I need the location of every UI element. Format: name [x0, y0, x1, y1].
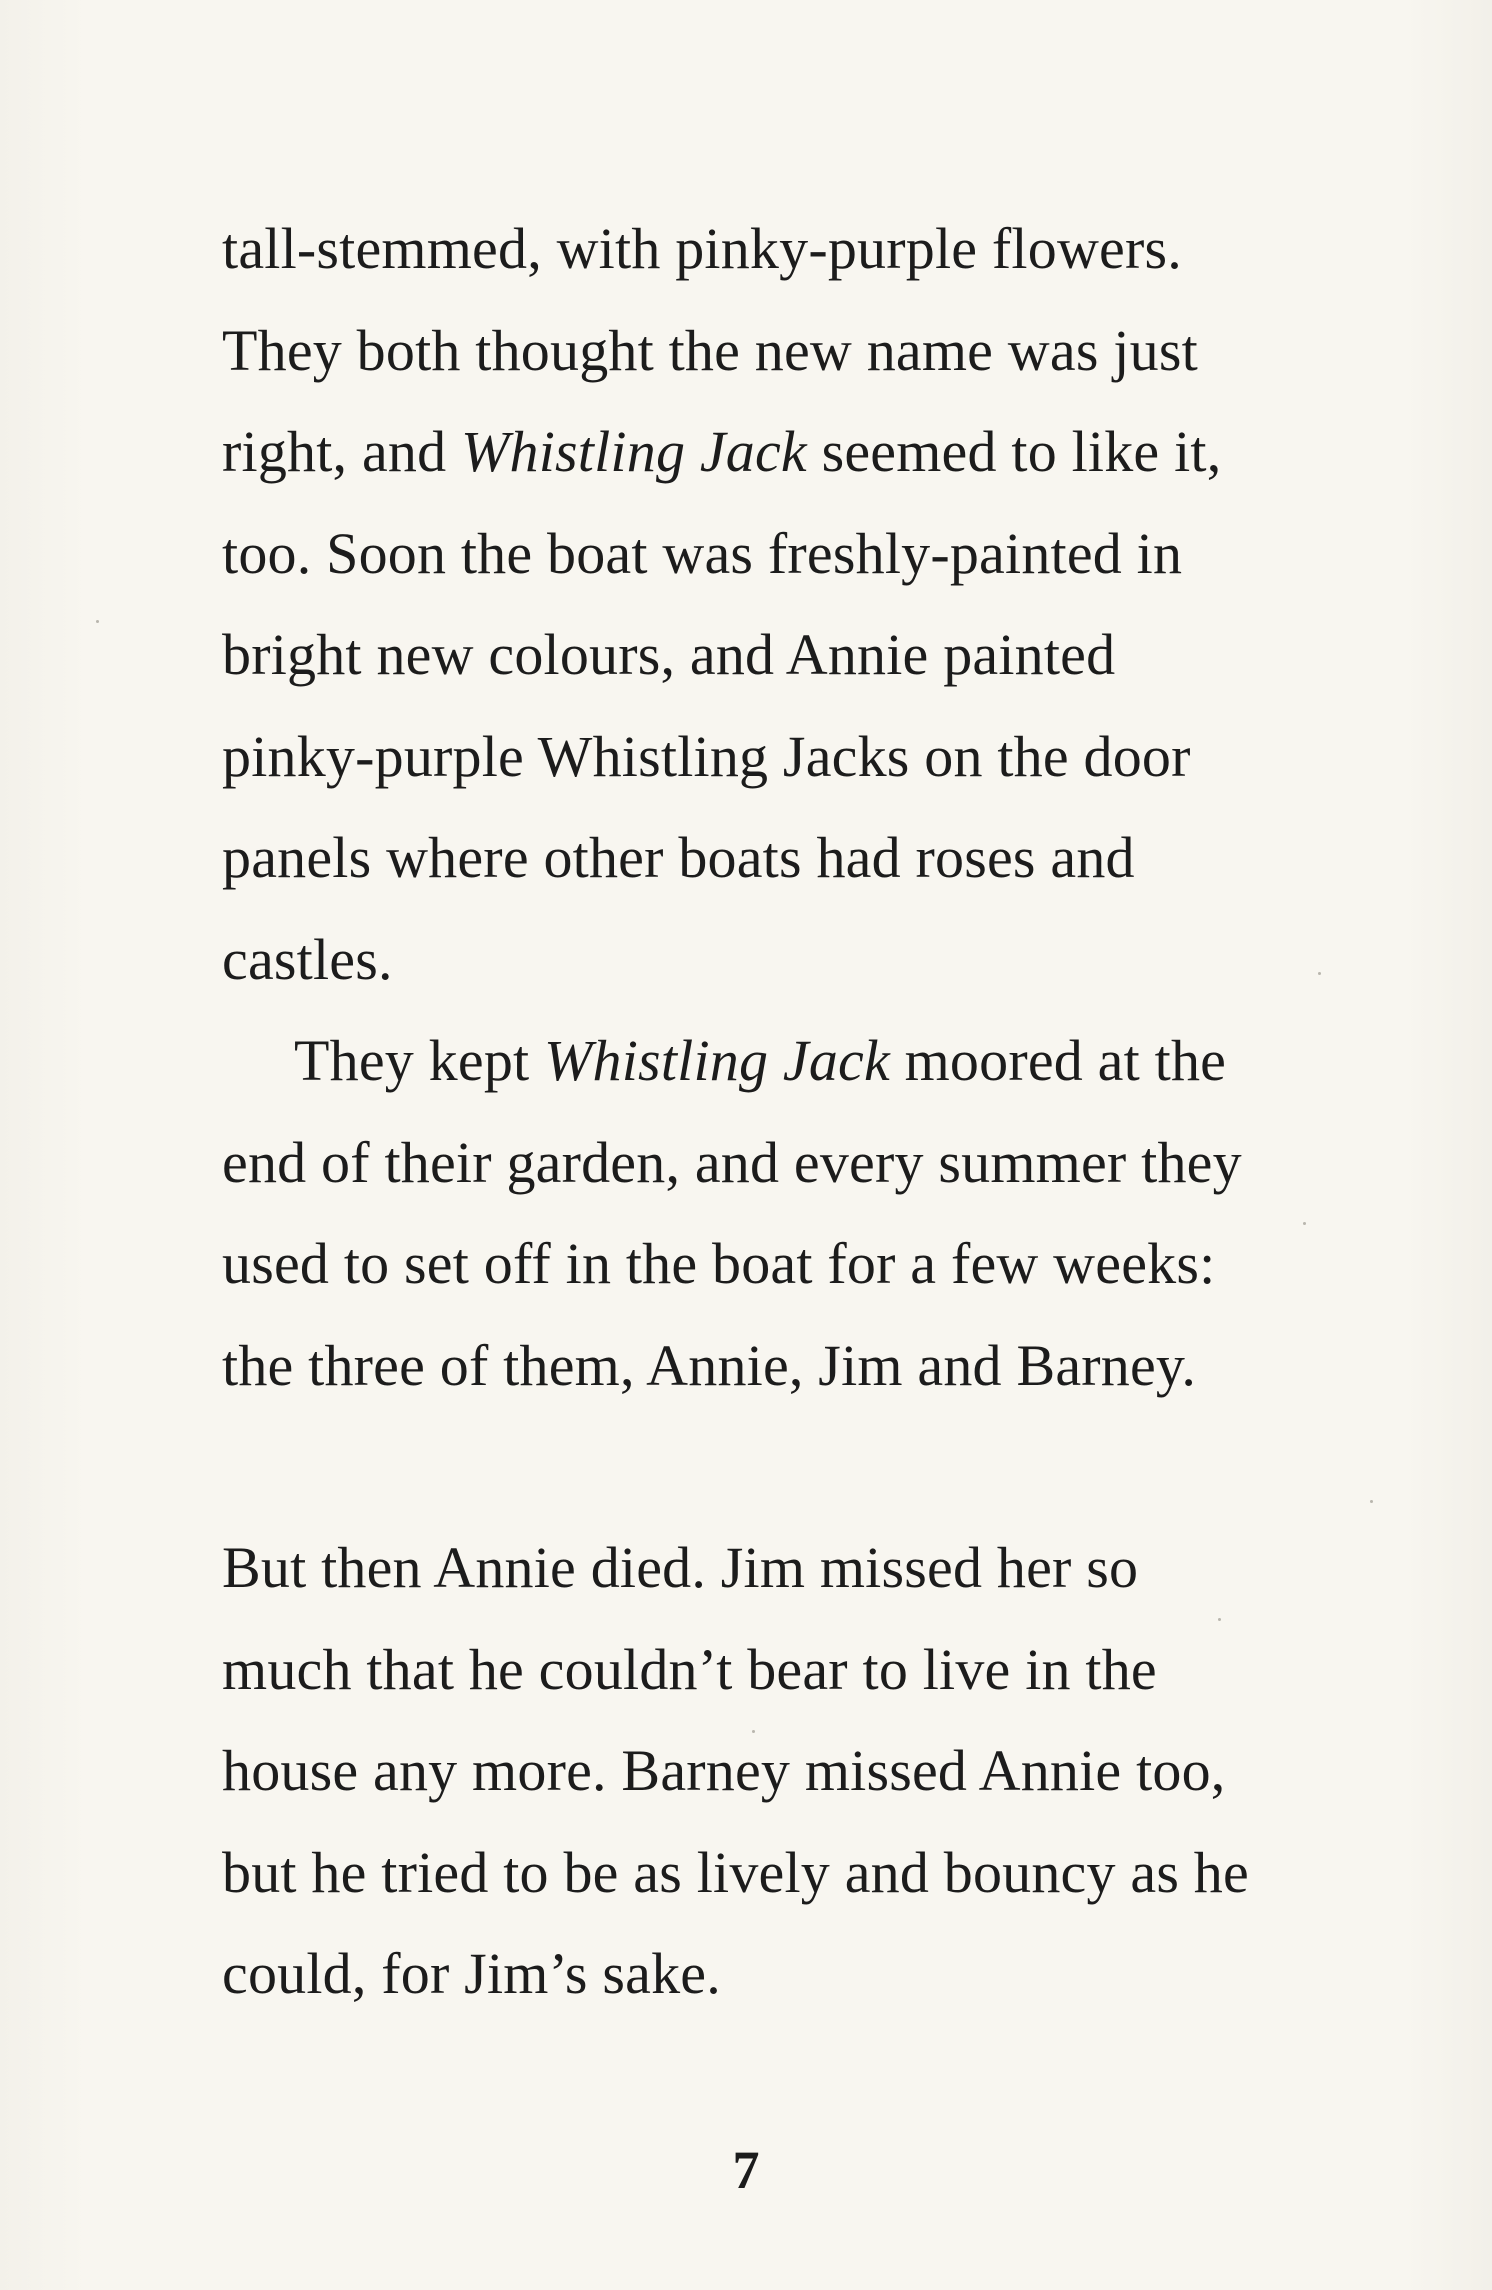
text-line: panels where other boats had roses and: [222, 825, 1135, 890]
body-text: [222, 198, 1402, 2025]
text-line: pinky-purple Whistling Jacks on the door: [222, 723, 1191, 789]
page-number: 7: [732, 2140, 760, 2200]
text-line: They kept Whistling Jack moored at the: [294, 1028, 1227, 1093]
text-line: house any more. Barney missed Annie too,: [222, 1738, 1226, 1803]
text-line: used to set off in the boat for a few weeks:: [222, 1231, 1216, 1296]
paragraph-boat-painting: [222, 198, 1402, 1010]
text-line: could, for Jim’s sake.: [222, 1941, 721, 2006]
boat-name-italic: Whistling Jack: [544, 1028, 890, 1093]
paragraph-annie-died: [222, 1517, 1402, 2025]
section-break: [222, 1416, 1402, 1517]
text-line: but he tried to be as lively and bouncy as he: [222, 1839, 1249, 1905]
text-line: much that he couldn’t bear to live in the: [222, 1636, 1157, 1702]
text-line: But then Annie died. Jim missed her so: [222, 1535, 1139, 1600]
text-line: end of their garden, and every summer they: [222, 1129, 1242, 1195]
paragraph-moored-boat: [222, 1010, 1402, 1416]
boat-name-italic: Whistling Jack: [461, 419, 807, 484]
text-line: tall-stemmed, with pinky-purple flowers.: [222, 216, 1182, 281]
text-line: the three of them, Annie, Jim and Barney.: [222, 1332, 1197, 1398]
text-line: castles.: [222, 926, 393, 992]
text-line: They both thought the new name was just: [222, 317, 1198, 383]
text-line: bright new colours, and Annie painted: [222, 622, 1116, 687]
text-line: right, and Whistling Jack seemed to like it,: [222, 419, 1222, 484]
text-line: too. Soon the boat was freshly-painted in: [222, 520, 1183, 586]
